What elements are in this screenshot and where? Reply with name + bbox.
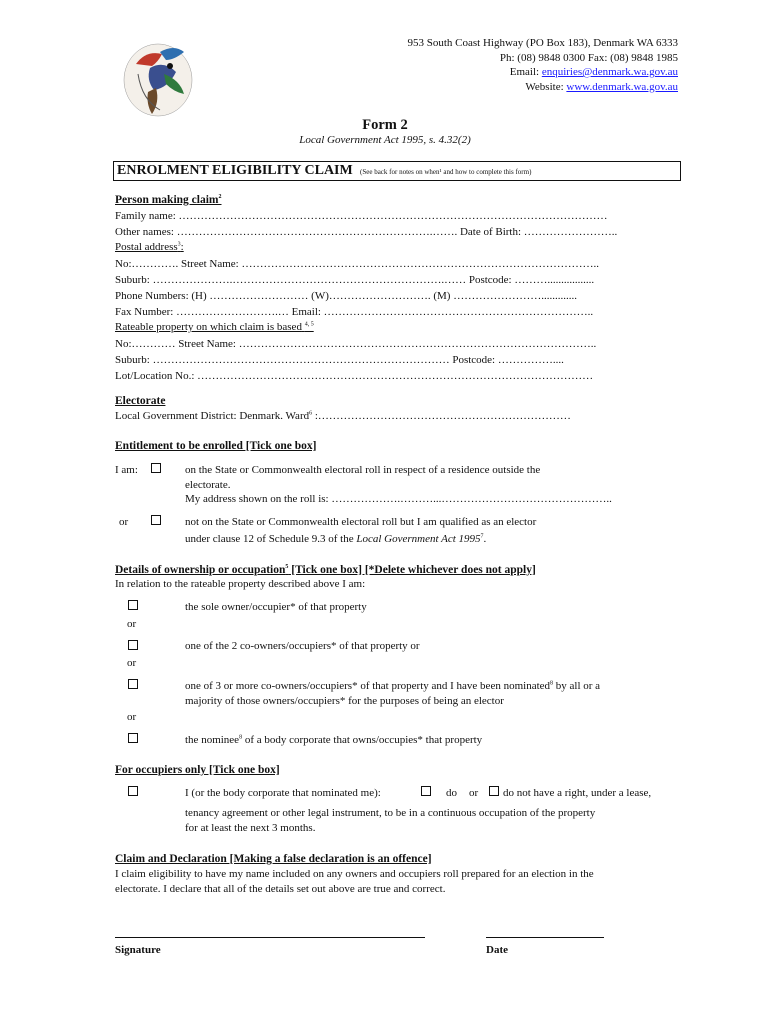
address-line: 953 South Coast Highway (PO Box 183), Denmark WA 6333 (407, 37, 678, 49)
ownership-intro: In relation to the rateable property described above I am: (115, 578, 366, 590)
iam-label: I am: (115, 464, 138, 476)
signature-label: Signature (115, 944, 161, 956)
website-line: Website: www.denmark.wa.gov.au (525, 80, 678, 93)
entitlement-not-roll-checkbox[interactable] (151, 515, 161, 525)
claim-line2: electorate. I declare that all of the details set out above are true and correct. (115, 883, 446, 895)
claim-heading: Claim and Declaration [Making a false declaration is an offence] (115, 853, 432, 865)
rateable-heading: Rateable property on which claim is based $^{4, 5}$ (115, 321, 314, 333)
postal-heading: Postal address$^3$: (115, 241, 184, 253)
entitlement-or: or (119, 516, 129, 528)
postal-street-field[interactable]: No:…………. Street Name: …………………………………………………………………………………….. (115, 258, 599, 270)
entitlement-opt1-line1: on the State or Commonwealth electoral roll in respect of a residence outside the (185, 464, 541, 476)
other-names-field[interactable]: Other names: …………………………………………………………….……. Date of Birth: …………………….. (115, 226, 618, 238)
occupiers-line2: tenancy agreement or other legal instrument, to be in a continuous occupation of the property (185, 807, 596, 819)
co-owner-2-checkbox[interactable] (128, 640, 138, 650)
date-label: Date (486, 944, 508, 956)
email-line: Email: enquiries@denmark.wa.gov.au (509, 66, 678, 78)
occupiers-do-label: do (446, 787, 457, 799)
ownership-or-1: or (127, 618, 137, 630)
nominee-checkbox[interactable] (128, 733, 138, 743)
entitlement-heading: Entitlement to be enrolled [Tick one box] (115, 440, 317, 452)
claim-line1: I claim eligibility to have my name included on any owners and occupiers roll prepared for an election in the (115, 868, 594, 880)
occupiers-or-label: or (469, 787, 479, 799)
ownership-opt1: the sole owner/occupier* of that property (185, 601, 367, 613)
form-title: Form 2 (362, 117, 408, 133)
ward-field[interactable]: Local Government District: Denmark. Ward$^6$ :…………………………………………………………… (115, 410, 571, 422)
contact-block (407, 36, 678, 94)
electorate-heading: Electorate (115, 395, 166, 407)
co-owner-3-checkbox[interactable] (128, 679, 138, 689)
postal-suburb-field[interactable]: Suburb: ………………….………………………………………………….…… Postcode: ………................. (115, 274, 595, 286)
entitlement-opt1-line2: electorate. (185, 479, 231, 491)
form-banner (113, 161, 681, 181)
occupier-checkbox[interactable] (128, 786, 138, 796)
ownership-opt4: the nominee$^8$ of a body corporate that owns/occupies* that property (185, 734, 483, 746)
phone-line: Ph: (08) 9848 0300 Fax: (08) 9848 1985 (499, 51, 678, 64)
date-line[interactable] (486, 937, 604, 938)
ownership-opt2: one of the 2 co-owners/occupiers* of that property or (185, 640, 420, 652)
ownership-or-3: or (127, 711, 137, 723)
occupiers-line1: I (or the body corporate that nominated me): (185, 787, 381, 799)
ownership-heading: Details of ownership or occupation$^5$ [Tick one box] [*Delete whichever does not apply] (115, 564, 536, 576)
lot-field[interactable]: Lot/Location No.: ……………………………………………………………………………………………… (115, 370, 594, 382)
ownership-opt3-line1: one of 3 or more co-owners/occupiers* of that property and I have been nominated$^8$ by all or a (185, 680, 601, 692)
entitlement-opt2-line2: under clause 12 of Schedule 9.3 of the Local Government Act 1995$^7$. (185, 533, 487, 545)
rateable-suburb-field[interactable]: Suburb: ……………………………………………………………………… Postcode: …………….... (115, 354, 564, 366)
entitlement-opt2-line1: not on the State or Commonwealth electoral roll but I am qualified as an elector (185, 516, 537, 528)
sole-owner-checkbox[interactable] (128, 600, 138, 610)
ownership-opt3-line2: majority of those owners/occupiers* for the purposes of being an elector (185, 695, 504, 707)
rateable-street-field[interactable]: No:………… Street Name: …………………………………………………………………………………….. (115, 338, 597, 350)
website-link[interactable]: www.denmark.wa.gov.au (566, 80, 678, 93)
banner-title: ENROLMENT ELIGIBILITY CLAIM (117, 163, 353, 178)
signature-line[interactable] (115, 937, 425, 938)
person-heading: Person making claim$^2$ (115, 194, 222, 206)
banner-note: (See back for notes on when¹ and how to complete this form) (360, 168, 532, 176)
occupier-do-not-checkbox[interactable] (489, 786, 499, 796)
shire-logo (108, 30, 208, 130)
occupiers-heading: For occupiers only [Tick one box] (115, 764, 280, 776)
family-name-field[interactable]: Family name: ……………………………………………………………………………………………………… (115, 210, 608, 222)
phone-field[interactable]: Phone Numbers: (H) ……………………… (W)………………………. (M) ……………………............. (115, 290, 577, 302)
fax-email-field[interactable]: Fax Number: ……………………….… Email: ……………………………………………………………….. (115, 306, 594, 318)
email-link[interactable]: enquiries@denmark.wa.gov.au (541, 66, 678, 78)
occupier-do-checkbox[interactable] (421, 786, 431, 796)
form-subtitle: Local Government Act 1995, s. 4.32(2) (299, 134, 471, 146)
occupiers-line3: for at least the next 3 months. (185, 822, 316, 834)
occupiers-do-not-label: do not have a right, under a lease, (503, 787, 652, 799)
entitlement-roll-checkbox[interactable] (151, 463, 161, 473)
ownership-or-2: or (127, 657, 137, 669)
roll-address-field[interactable]: My address shown on the roll is: ……………….………...……………………………………….. (185, 493, 612, 505)
